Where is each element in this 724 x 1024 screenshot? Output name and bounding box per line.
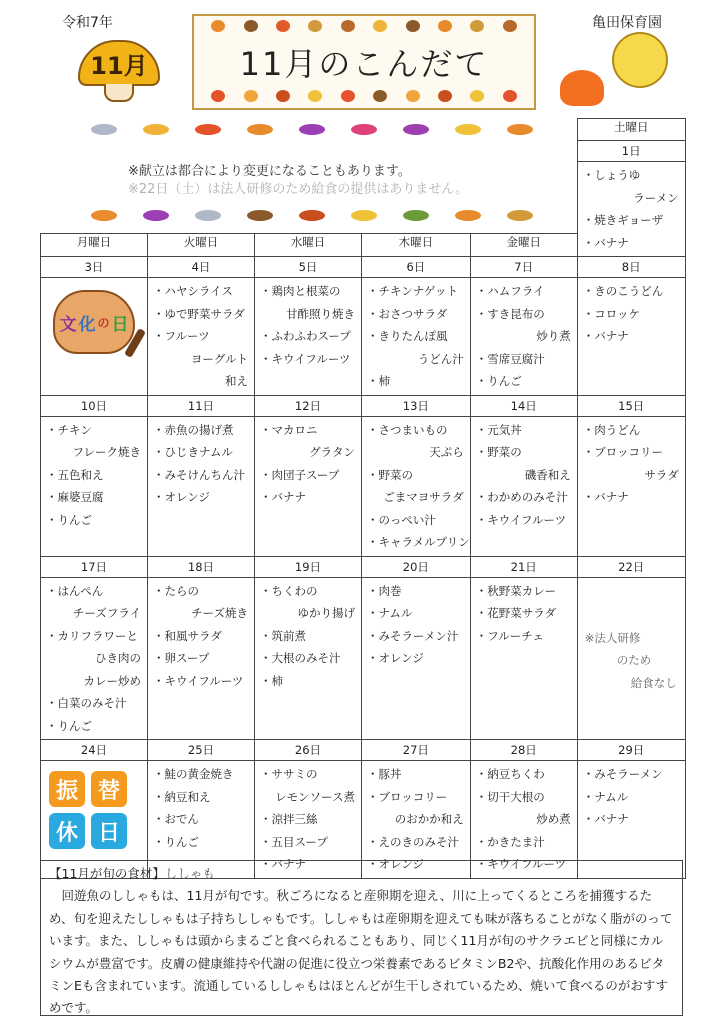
menu-item: カレー炒め [83,673,141,688]
substitute-holiday-badge [49,771,147,849]
menu-item: ・麻婆豆腐 [46,490,104,504]
menu-item: ・きりたんぽ風 [367,329,448,343]
menu-item: サラダ [644,467,679,482]
menu-item: ・鶏肉と根菜の [260,284,341,298]
menu-cell [362,577,471,740]
menu-item: ・肉巻 [367,583,402,598]
culture-day-cell [41,278,148,396]
bonfire-icon [560,70,604,106]
menu-item: ・キウイフルーツ [475,512,567,527]
date-cell: 7日 [470,257,577,278]
menu-item: ・白菜のみそ汁 [46,696,127,710]
menu-item: ・しょうゆ [582,168,641,182]
culture-day-char: 化 [78,314,96,335]
date-cell: 18日 [148,556,255,577]
menu-item: ・花野菜サラダ [475,606,557,620]
menu-item: ・ゆで野菜サラダ [153,306,245,321]
weekday-header-tue: 火曜日 [148,234,255,257]
seasonal-body: 回遊魚のししゃもは、11月が旬です。秋ごろになると産卵期を迎え、川に上ってくるところを捕獲するため、旬を迎えたししゃもは子持ちししゃもです。ししゃもは産卵期を迎えても味が落ちることがなく脂がのっています。また、ししゃもは頭からまるごと食べられることもあり、同じく11月が旬のサクラエビと同様にカルシウムが豊富です。皮膚の健康維持や代謝の促進に役立つ栄養素であるビタミンB2や、抗酸化作用のあるビタミンEも含まれています。流通しているししゃもはほとんどが生干しされているため、焼いて食べるのがおすすめです。 [49,888,673,1016]
menu-item: チーズ焼き [191,606,248,620]
no-lunch-line: 給食なし [630,675,677,690]
menu-item: ゆかり揚げ [297,606,355,620]
menu-item: ・カリフラワーと [46,628,138,643]
menu-item: フレーク焼き [72,445,141,459]
menu-cell [577,416,685,556]
menu-item: ・キウイフルーツ [260,351,351,366]
menu-item: ・肉うどん [582,422,641,437]
menu-item: ・卵スープ [153,651,210,665]
menu-item: うどん汁 [417,351,464,366]
month-badge-label: 11月 [90,51,148,80]
date-cell: 3日 [41,257,148,278]
menu-item: ・バナナ [582,329,629,343]
no-lunch-line: ※法人研修 [584,630,641,645]
menu-item: ・野菜の [475,445,522,459]
culture-day-char: 日 [111,314,129,335]
note-no-lunch: ※22日（土）は法人研修のため給食の提供はありません。 [128,182,469,197]
menu-item: ヨーグルト [190,351,248,366]
menu-cell [148,278,255,396]
menu-item: 磯香和え [524,467,571,482]
date-cell: 22日 [577,556,685,577]
nuts-border-icon [202,20,526,34]
menu-item: ・豚丼 [367,767,402,781]
menu-item: ・バナナ [582,812,629,826]
seasonal-heading: 【11月が旬の食材】 [49,866,165,881]
substitute-holiday-char: 休 [49,813,85,849]
menu-cell [470,278,577,396]
menu-item: ・筑前煮 [260,628,306,643]
menu-cell [470,577,577,740]
menu-item: ・のっぺい汁 [367,512,436,527]
menu-item: ・チキンナゲット [367,284,458,298]
page-title: 11月のこんだて [239,45,489,83]
menu-item: ・元気丼 [475,422,522,437]
culture-day-char: 文 [59,314,77,335]
menu-item: ・納豆和え [153,789,211,804]
menu-item: ・ハヤシライス [153,284,233,298]
date-cell: 20日 [362,556,471,577]
menu-item: ・りんご [153,834,199,849]
menu-cell [255,577,362,740]
date-cell: 24日 [41,740,148,761]
seasonal-item: ししゃも [164,866,215,881]
school-name: 亀田保育園 [592,15,662,31]
menu-item: ・ササミの [260,767,318,781]
date-cell: 5日 [255,257,362,278]
date-cell: 26日 [255,740,362,761]
menu-item: 甘酢照り焼き [286,306,355,321]
menu-item: グラタン [309,445,355,459]
menu-item: 和え [225,374,248,388]
date-1: 1日 [577,141,685,162]
menu-item: ・肉団子スープ [260,467,340,482]
menu-cell [362,278,471,396]
era-year: 令和7年 [62,15,113,31]
menu-item: ・雪席豆腐汁 [475,351,545,366]
menu-cell [577,278,685,396]
date-cell: 29日 [577,740,685,761]
menu-cell [148,416,255,556]
menu-item: ・おでん [153,812,199,826]
menu-item: ・マカロニ [260,422,318,437]
menu-item: 天ぷら [429,445,464,459]
date-cell: 14日 [470,395,577,416]
date-cell: 12日 [255,395,362,416]
menu-item: ・みそけんちん汁 [153,467,245,482]
menu-item: ・ナムル [367,606,413,620]
date-cell: 17日 [41,556,148,577]
culture-day-palette-icon [53,290,135,354]
menu-item: ・ひじきナムル [153,445,233,459]
menu-item: ・涼拌三絲 [260,812,318,826]
menu-cell [148,577,255,740]
menu-item: ・バナナ [260,490,306,504]
leaves-border-icon [202,90,526,104]
menu-item: ごまマヨサラダ [383,490,464,504]
menu-cell [41,577,148,740]
menu-item: レモンソース煮 [275,789,355,804]
menu-item: ・柿 [260,673,283,688]
menu-item: ・ナムル [582,789,629,804]
menu-item: ・ブロッコリー [367,789,448,804]
culture-day-char: の [97,315,110,330]
menu-item: ・かきたま汁 [475,834,545,849]
menu-item: ・バナナ [582,490,629,504]
menu-item: ・オレンジ [367,857,424,871]
menu-item: ・五目スープ [260,834,328,849]
weekday-header-fri: 金曜日 [470,234,577,257]
menu-item: ・コロッケ [582,306,640,321]
menu-item: 炒り煮 [536,329,571,343]
menu-item: ・みそラーメン [582,767,663,781]
menu-item: ・りんご [46,718,92,733]
menu-cell [362,416,471,556]
mushroom-stem-icon [104,84,134,102]
date-cell: 10日 [41,395,148,416]
menu-item: ・フルーツ [153,329,210,343]
menu-item: ・和風サラダ [153,628,222,643]
substitute-holiday-char: 替 [91,771,127,807]
menu-item: ・さつまいもの [367,422,448,437]
date-cell: 21日 [470,556,577,577]
menu-item: ・野菜の [367,467,413,482]
menu-item: ・きのこうどん [582,284,664,298]
menu-item: ・キャラメルプリン [367,535,470,549]
menu-cell [470,416,577,556]
menu-item: チーズフライ [72,606,141,620]
menu-item: ・キウイフルーツ [475,857,567,871]
date-cell: 19日 [255,556,362,577]
date-cell: 27日 [362,740,471,761]
chick-icon [612,32,668,88]
menu-item: ・バナナ [582,235,629,250]
date-cell: 4日 [148,257,255,278]
menu-item: ・ふわふわスープ [260,329,351,343]
menu-item: ・たらの [153,583,199,598]
substitute-holiday-char: 日 [91,813,127,849]
menu-item: ・五色和え [46,467,104,482]
menu-item: ・ハムフライ [475,284,545,298]
menu-item: ・柿 [367,374,390,388]
date-cell: 15日 [577,395,685,416]
menu-item: のおかか和え [394,812,464,826]
date-cell: 11日 [148,395,255,416]
menu-item: ・鮭の黄金焼き [153,767,234,781]
menu-item: ・りんご [475,374,522,388]
menu-item: ・おさつサラダ [367,306,448,321]
date-cell: 28日 [470,740,577,761]
seasonal-food-box [40,860,683,1016]
menu-item: ・切干大根の [475,789,545,804]
date-cell: 8日 [577,257,685,278]
title-frame [192,14,536,110]
weekday-header-sat-top: 土曜日 [577,119,685,141]
date-cell: 6日 [362,257,471,278]
weekday-header-mon: 月曜日 [41,234,148,257]
menu-item: ・チキン [46,422,92,437]
menu-item: ・えのきのみそ汁 [367,834,459,849]
menu-item: ・秋野菜カレー [475,583,557,598]
menu-cell [41,416,148,556]
note-change: ※献立は都合により変更になることもあります。 [128,164,411,179]
menu-cell [255,416,362,556]
menu-calendar [40,118,686,879]
menu-item: ・赤魚の揚げ煮 [153,422,234,437]
no-lunch-cell [577,577,685,740]
weekday-header-thu: 木曜日 [362,234,471,257]
menu-item: ・すき昆布の [475,306,545,321]
no-lunch-line: のため [616,653,652,667]
menu-item: ・はんぺん [46,583,104,598]
menu-item: ・キウイフルーツ [153,673,244,688]
menu-item: ラーメン [633,190,679,205]
menu-item: ・フルーチェ [475,628,544,643]
menu-item: ひき肉の [95,651,141,665]
menu-item: ・オレンジ [367,651,424,665]
date-cell: 25日 [148,740,255,761]
menu-item: ・焼きギョーザ [582,213,664,227]
menu-item: ・大根のみそ汁 [260,651,341,665]
mushroom-month-badge [78,40,160,86]
menu-item: 炒め煮 [536,812,571,826]
menu-item: ・ちくわの [260,583,318,598]
menu-item: ・ブロッコリー [582,445,663,459]
menu-item: ・オレンジ [153,490,210,504]
date-cell: 13日 [362,395,471,416]
menu-item: ・わかめのみそ汁 [475,490,568,504]
weekday-header-wed: 水曜日 [255,234,362,257]
menu-item: ・納豆ちくわ [475,767,545,781]
menu-item: ・バナナ [260,857,306,871]
menu-item: ・りんご [46,512,92,527]
substitute-holiday-char: 振 [49,771,85,807]
menu-cell [255,278,362,396]
menu-item: ・みそラーメン汁 [367,628,459,643]
menu-cell [577,162,685,257]
